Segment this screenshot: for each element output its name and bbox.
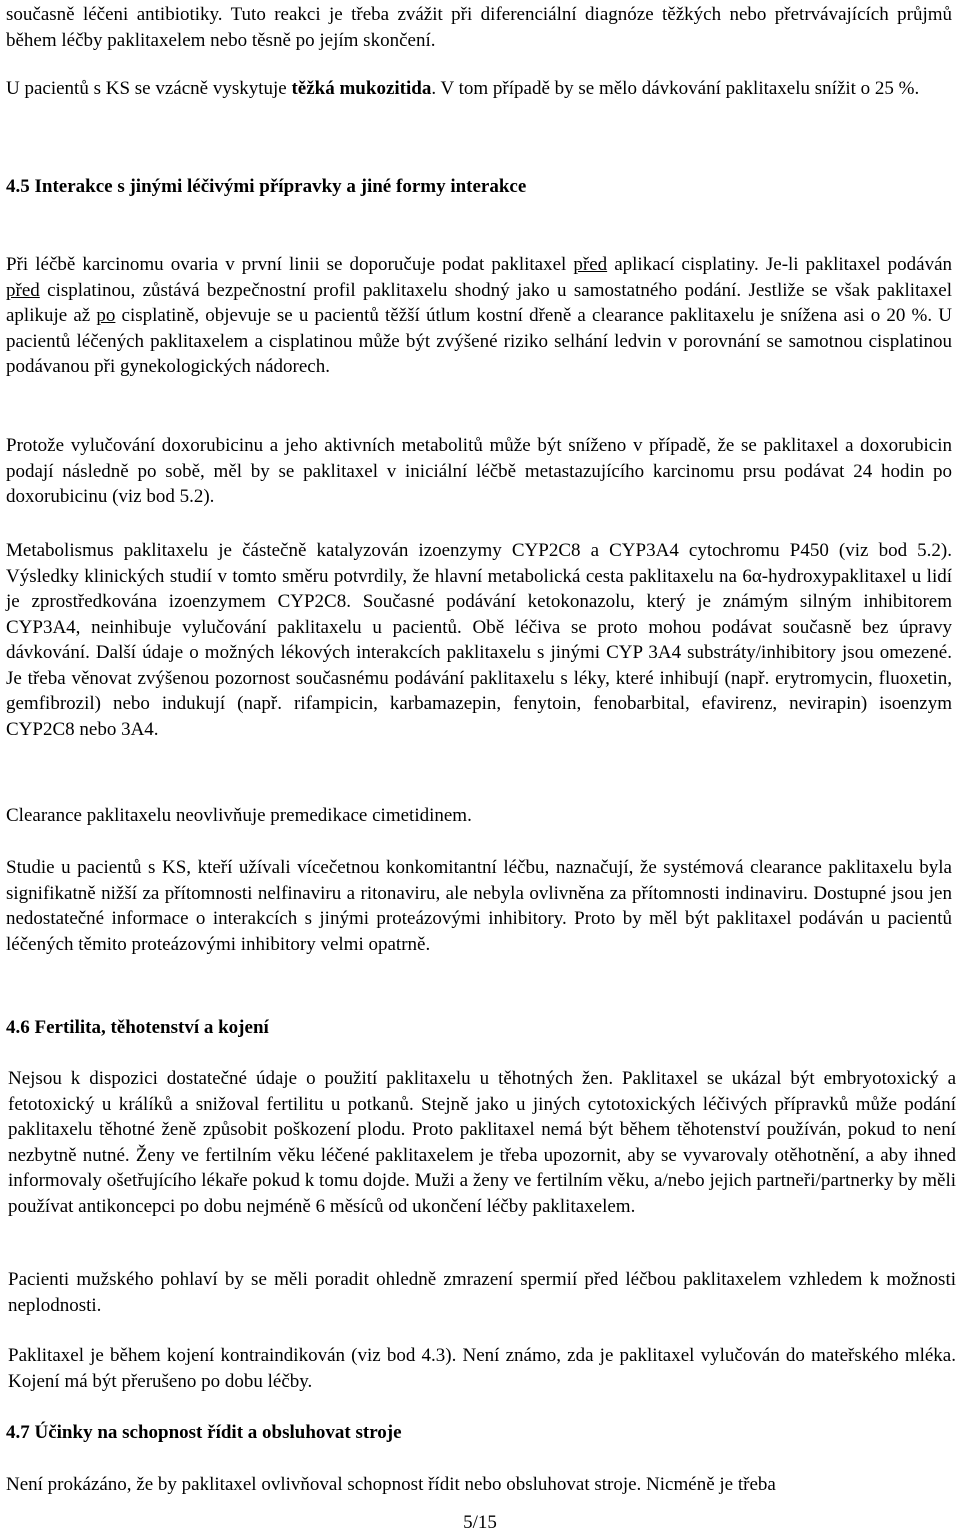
paragraph-mucositis: [6, 76, 952, 102]
bold-term: těžká mukozitida: [291, 78, 432, 99]
paragraph-pregnancy: Nejsou k dispozici dostatečné údaje o použití paklitaxelu u těhotných žen. Paklitaxel se ukázal být embryotoxický a fetotoxický u králíků a snižoval fertilitu u potkanů. Stejně jako u jiných cytotoxických léčivých přípravků může podání paklitaxelu těhotné ženě způsobit poškození plodu. Proto paklitaxel nemá být během těhotenství používán, pokud to není nezbytně nutné. Ženy ve fertilním věku léčené paklitaxelem je třeba upozornit, aby se vyvarovaly otěhotnění, a aby ihned informovaly ošetřujícího lékaře pokud k tomu dojde. Muži a ženy ve fertilním věku, a/nebo jejich partneři/partnerky by měli používat antikoncepci po dobu nejméně 6 měsíců od ukončení léčby paklitaxelem.: [8, 1068, 956, 1217]
underlined-term: po: [96, 305, 116, 326]
paragraph-cisplatin: [6, 252, 952, 380]
paragraph-male-fertility: Pacienti mužského pohlaví by se měli poradit ohledně zmrazení spermií před léčbou paklitaxelem vzhledem k možnosti neplodnosti.: [8, 1269, 956, 1316]
text-span: cisplatinou, zůstává bezpečnostní profil paklitaxelu shodný jako u samostatného podání. Jestliže se však paklitaxel aplikuje až: [6, 279, 952, 326]
underlined-term: před: [6, 279, 40, 301]
text-span: U pacientů s KS se vzácně vyskytuje: [6, 78, 292, 99]
paragraph-driving: Není prokázáno, že by paklitaxel ovlivňoval schopnost řídit nebo obsluhovat stroje. Nicméně je třeba: [6, 1474, 776, 1495]
section-heading-4-7: 4.7 Účinky na schopnost řídit a obsluhovat stroje: [6, 1422, 402, 1443]
paragraph-protease-inhibitors: Studie u pacientů s KS, kteří užívali vícečetnou konkomitantní léčbu, naznačují, že systémová clearance paklitaxelu byla signifikatně nižší za přítomnosti nelfinaviru a ritonaviru, ale nebyla ovlivněna za přítomnosti indinaviru. Dostupné jsou jen nedostatečné informace o interakcích s jinými proteázovými inhibitory. Proto by měl být paklitaxel podáván u pacientů léčených těmito proteázovými inhibitory velmi opatrně.: [6, 857, 952, 955]
paragraph-cimetidine: Clearance paklitaxelu neovlivňuje premedikace cimetidinem.: [6, 805, 472, 826]
paragraph-metabolism: Metabolismus paklitaxelu je částečně katalyzován izoenzymy CYP2C8 a CYP3A4 cytochromu P450 (viz bod 5.2). Výsledky klinických studií v tomto směru potvrdily, že hlavní metabolická cesta paklitaxelu na 6α-hydroxypaklitaxel u lidí je zprostředkována izoenzymem CYP2C8. Současné podávání ketokonazolu, který je známým silným inhibitorem CYP3A4, neinhibuje vylučování paklitaxelu u pacientů. Obě léčiva se proto mohou podávat současně bez úpravy dávkování. Další údaje o možných lékových interakcích paklitaxelu s jinými CYP 3A4 substráty/inhibitory jsou omezené. Je třeba věnovat zvýšenou pozornost současnému podávání paklitaxelu s léky, které inhibují (např. erytromycin, fluoxetin, gemfibrozil) nebo indukují (např. rifampicin, karbamazepin, fenytoin, fenobarbital, efavirenz, nevirapin) isoenzym CYP2C8 nebo 3A4.: [6, 540, 952, 740]
text-span: aplikací cisplatiny. Je-li paklitaxel podáván: [607, 254, 952, 275]
underlined-term: před: [573, 254, 608, 275]
text-span: . V tom případě by se mělo dávkování paklitaxelu snížit o 25 %.: [431, 78, 920, 99]
paragraph-doxorubicin: Protože vylučování doxorubicinu a jeho aktivních metabolitů může být sníženo v případě, že se paklitaxel a doxorubicin podají následně po sobě, měl by se paklitaxel v iniciální léčbě metastazujícího karcinomu prsu podávat 24 hodin po doxorubicinu (viz bod 5.2).: [6, 435, 952, 507]
section-heading-4-6: 4.6 Fertilita, těhotenství a kojení: [6, 1017, 269, 1038]
text-span: cisplatině, objevuje se u pacientů těžší útlum kostní dřeně a clearance paklitaxelu je snížena asi o 20 %. U pacientů léčených paklitaxelem a cisplatinou může být zvýšené riziko selhání ledvin v porovnání se samotnou cisplatinou podávanou při gynekologických nádorech.: [6, 305, 952, 377]
paragraph-antibiotics: současně léčeni antibiotiky. Tuto reakci je třeba zvážit při diferenciální diagnóze těžkých nebo přetrvávajících průjmů během léčby paklitaxelem nebo těsně po jejím skončení.: [6, 4, 952, 51]
page-number: 5/15: [463, 1512, 497, 1533]
section-heading-4-5: 4.5 Interakce s jinými léčivými přípravky a jiné formy interakce: [6, 176, 527, 197]
paragraph-breastfeeding: Paklitaxel je během kojení kontraindikován (viz bod 4.3). Není známo, zda je paklitaxel vylučován do mateřského mléka. Kojení má být přerušeno po dobu léčby.: [8, 1345, 956, 1392]
text-span: Při léčbě karcinomu ovaria v první linii se doporučuje podat paklitaxel: [6, 254, 574, 275]
